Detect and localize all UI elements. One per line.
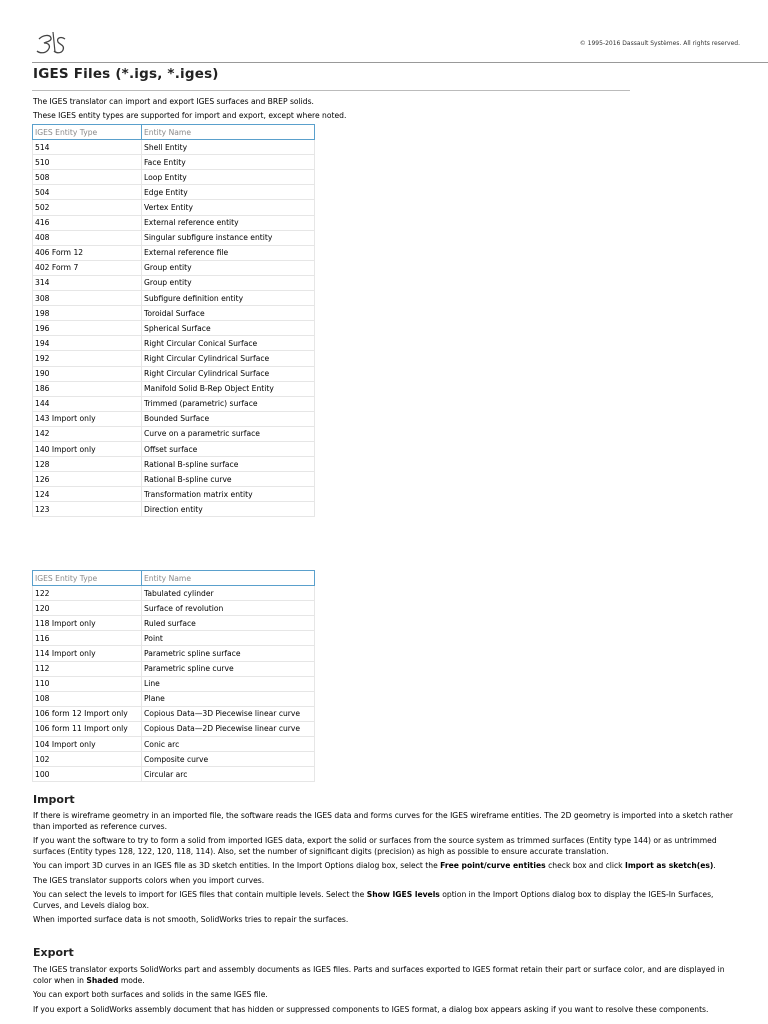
table-row	[33, 631, 315, 646]
entity-name-cell: Group entity	[142, 260, 315, 275]
import-section	[33, 811, 738, 930]
entity-name-cell: Copious Data—3D Piecewise linear curve	[142, 706, 315, 721]
entity-name-cell: Singular subfigure instance entity	[142, 230, 315, 245]
table-row	[33, 260, 315, 275]
table-row	[33, 321, 315, 336]
entity-name-cell: Parametric spline curve	[142, 661, 315, 676]
table-row	[33, 411, 315, 426]
entity-type-cell: 104 Import only	[33, 737, 142, 752]
entity-name-cell: Offset surface	[142, 441, 315, 456]
entity-name-cell: Subfigure definition entity	[142, 291, 315, 306]
entity-table-2	[32, 570, 315, 782]
entity-name-cell: Ruled surface	[142, 616, 315, 631]
button-name: Import as sketch(es)	[625, 861, 714, 870]
import-paragraph: If there is wireframe geometry in an imported file, the software reads the IGES data and forms curves for the IGES wireframe entities. The 2D geometry is imported into a sketch rather than imported as reference curves.	[33, 811, 734, 831]
entity-type-cell: 402 Form 7	[33, 260, 142, 275]
table-row	[33, 291, 315, 306]
export-heading: Export	[33, 946, 74, 959]
entity-type-cell: 144	[33, 396, 142, 411]
copyright-text: © 1995-2016 Dassault Systèmes. All rights reserved.	[579, 40, 740, 47]
table-row	[33, 351, 315, 366]
entity-name-cell: Edge Entity	[142, 185, 315, 200]
table-row	[33, 170, 315, 185]
entity-type-cell: 196	[33, 321, 142, 336]
table-row	[33, 472, 315, 487]
entity-type-cell: 140 Import only	[33, 441, 142, 456]
entity-type-cell: 128	[33, 457, 142, 472]
entity-name-cell: Toroidal Surface	[142, 306, 315, 321]
entity-type-cell: 102	[33, 752, 142, 767]
entity-name-cell: Group entity	[142, 275, 315, 290]
entity-type-cell: 192	[33, 351, 142, 366]
entity-name-cell: Point	[142, 631, 315, 646]
export-section	[33, 965, 738, 1019]
entity-name-cell: Plane	[142, 691, 315, 706]
import-paragraph: You can select the levels to import for IGES files that contain multiple levels. Select the Show IGES levels option in the Import Options dialog box to display the IGES-In Surfaces, Curves, and Levels dialog box.	[33, 890, 714, 910]
entity-name-cell: Face Entity	[142, 155, 315, 170]
entity-type-cell: 100	[33, 767, 142, 782]
entity-name-cell: Loop Entity	[142, 170, 315, 185]
table-row	[33, 441, 315, 456]
entity-type-cell: 508	[33, 170, 142, 185]
import-paragraph: The IGES translator supports colors when you import curves.	[33, 875, 265, 885]
entity-type-cell: 194	[33, 336, 142, 351]
entity-name-cell: Surface of revolution	[142, 601, 315, 616]
page-title: IGES Files (*.igs, *.iges)	[33, 66, 219, 82]
column-header: IGES Entity Type	[33, 125, 142, 140]
entity-name-cell: External reference entity	[142, 215, 315, 230]
column-header: Entity Name	[142, 571, 315, 586]
entity-type-cell: 118 Import only	[33, 616, 142, 631]
entity-name-cell: Rational B-spline surface	[142, 457, 315, 472]
entity-type-cell: 126	[33, 472, 142, 487]
table-row	[33, 140, 315, 155]
entity-name-cell: Trimmed (parametric) surface	[142, 396, 315, 411]
entity-table-1	[32, 124, 315, 517]
table-row	[33, 366, 315, 381]
page-header	[0, 0, 768, 64]
entity-type-cell: 408	[33, 230, 142, 245]
entity-type-cell: 108	[33, 691, 142, 706]
entity-name-cell: Copious Data—2D Piecewise linear curve	[142, 721, 315, 736]
entity-type-cell: 116	[33, 631, 142, 646]
export-paragraph: The IGES translator exports SolidWorks part and assembly documents as IGES files. Parts and surfaces exported to IGES format retain their part or surface color, and are displayed in color when in Shaded mode.	[33, 965, 725, 985]
table-row	[33, 396, 315, 411]
table-row	[33, 381, 315, 396]
table-row	[33, 586, 315, 601]
entity-name-cell: Curve on a parametric surface	[142, 426, 315, 441]
entity-name-cell: Spherical Surface	[142, 321, 315, 336]
entity-name-cell: Right Circular Cylindrical Surface	[142, 351, 315, 366]
entity-type-cell: 122	[33, 586, 142, 601]
table-row	[33, 752, 315, 767]
entity-type-cell: 198	[33, 306, 142, 321]
table-row	[33, 336, 315, 351]
table-row	[33, 737, 315, 752]
table-row	[33, 721, 315, 736]
intro-line: The IGES translator can import and export IGES surfaces and BREP solids.	[33, 97, 314, 106]
entity-name-cell: Vertex Entity	[142, 200, 315, 215]
table-row	[33, 306, 315, 321]
entity-name-cell: Right Circular Cylindrical Surface	[142, 366, 315, 381]
export-paragraph: You can export both surfaces and solids in the same IGES file.	[33, 990, 268, 999]
title-divider	[32, 90, 630, 91]
mode-name: Shaded	[86, 975, 119, 985]
column-header: IGES Entity Type	[33, 571, 142, 586]
entity-type-cell: 502	[33, 200, 142, 215]
entity-type-cell: 514	[33, 140, 142, 155]
table-row	[33, 767, 315, 782]
intro	[33, 95, 346, 123]
entity-name-cell: Circular arc	[142, 767, 315, 782]
entity-type-cell: 114 Import only	[33, 646, 142, 661]
intro-line: These IGES entity types are supported for import and export, except where noted.	[33, 111, 347, 120]
entity-name-cell: Rational B-spline curve	[142, 472, 315, 487]
import-paragraph: When imported surface data is not smooth, SolidWorks tries to repair the surfaces.	[33, 915, 349, 924]
dassault-logo-icon	[34, 30, 68, 56]
table-row	[33, 502, 315, 517]
table-row	[33, 676, 315, 691]
option-name: Show IGES levels	[366, 890, 440, 899]
entity-type-cell: 106 form 11 Import only	[33, 721, 142, 736]
entity-type-cell: 120	[33, 601, 142, 616]
table-row	[33, 245, 315, 260]
table-row	[33, 230, 315, 245]
export-paragraph: If you export a SolidWorks assembly document that has hidden or suppressed components to IGES format, a dialog box appears asking if you want to resolve these components.	[33, 1004, 709, 1014]
table-row	[33, 185, 315, 200]
header-divider	[32, 62, 768, 63]
import-paragraph: If you want the software to try to form a solid from imported IGES data, export the solid or surfaces from the source system as trimmed surfaces (Entity type 144) or as untrimmed surfaces (Entity types 128, 122, 120, 118, 114). Also, set the number of significant digits (precision) as high as possible to ensure accurate translation.	[33, 836, 717, 856]
table-row	[33, 601, 315, 616]
entity-name-cell: Shell Entity	[142, 140, 315, 155]
table-row	[33, 646, 315, 661]
entity-type-cell: 123	[33, 502, 142, 517]
option-name: Free point/curve entities	[440, 861, 546, 870]
entity-type-cell: 314	[33, 275, 142, 290]
entity-type-cell: 142	[33, 426, 142, 441]
entity-name-cell: Bounded Surface	[142, 411, 315, 426]
table-row	[33, 215, 315, 230]
table-row	[33, 487, 315, 502]
table-row	[33, 661, 315, 676]
table-row	[33, 426, 315, 441]
table-row	[33, 706, 315, 721]
entity-type-cell: 112	[33, 661, 142, 676]
entity-name-cell: Line	[142, 676, 315, 691]
column-header: Entity Name	[142, 125, 315, 140]
table-row	[33, 275, 315, 290]
table-row	[33, 691, 315, 706]
import-heading: Import	[33, 793, 75, 806]
entity-type-cell: 143 Import only	[33, 411, 142, 426]
import-paragraph: You can import 3D curves in an IGES file as 3D sketch entities. In the Import Options dialog box, select the Free point/curve entities check box and click Import as sketch(es).	[33, 861, 716, 870]
entity-name-cell: Conic arc	[142, 737, 315, 752]
entity-name-cell: Tabulated cylinder	[142, 586, 315, 601]
entity-type-cell: 106 form 12 Import only	[33, 706, 142, 721]
table-row	[33, 200, 315, 215]
entity-name-cell: Direction entity	[142, 502, 315, 517]
table-row	[33, 155, 315, 170]
entity-type-cell: 504	[33, 185, 142, 200]
entity-name-cell: Right Circular Conical Surface	[142, 336, 315, 351]
entity-type-cell: 110	[33, 676, 142, 691]
entity-name-cell: Transformation matrix entity	[142, 487, 315, 502]
entity-type-cell: 190	[33, 366, 142, 381]
entity-name-cell: Manifold Solid B-Rep Object Entity	[142, 381, 315, 396]
entity-type-cell: 186	[33, 381, 142, 396]
entity-type-cell: 416	[33, 215, 142, 230]
entity-name-cell: Parametric spline surface	[142, 646, 315, 661]
entity-name-cell: External reference file	[142, 245, 315, 260]
table-row	[33, 457, 315, 472]
entity-type-cell: 510	[33, 155, 142, 170]
table-row	[33, 616, 315, 631]
entity-type-cell: 124	[33, 487, 142, 502]
entity-type-cell: 308	[33, 291, 142, 306]
entity-type-cell: 406 Form 12	[33, 245, 142, 260]
entity-name-cell: Composite curve	[142, 752, 315, 767]
